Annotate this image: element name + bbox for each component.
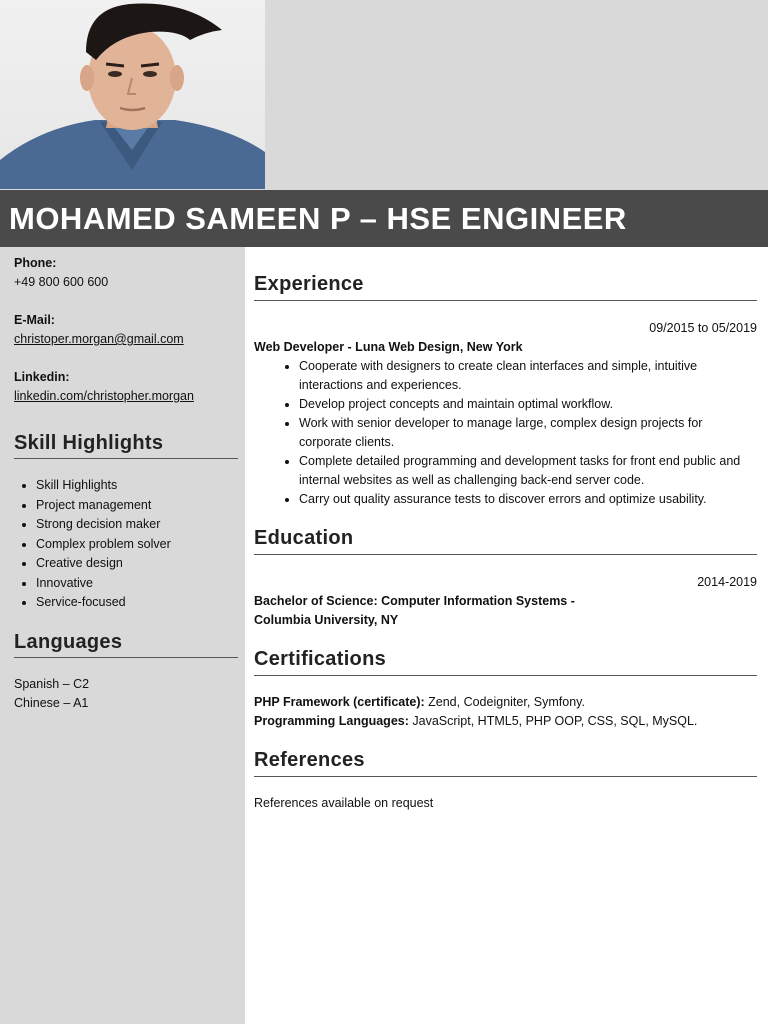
language-item: Spanish – C2 [14, 676, 90, 691]
sidebar [0, 247, 245, 1024]
email-link[interactable]: christoper.morgan@gmail.com [14, 332, 184, 346]
language-item: Chinese – A1 [14, 695, 89, 710]
job-title: Web Developer - Luna Web Design, New York [254, 340, 523, 354]
experience-bullet: • Carry out quality assurance tests to discover errors and optimize usability. [299, 490, 757, 509]
skill-item: • Innovative [36, 574, 238, 594]
experience-bullet: • Complete detailed programming and development tasks for front end public and internal websites as well as challenging back-end server code. [299, 452, 757, 490]
skill-item: • Project management [36, 496, 238, 516]
profile-photo [0, 0, 265, 189]
skill-item: • Creative design [36, 554, 238, 574]
education-school: Columbia University, NY [254, 613, 399, 627]
experience-bullet: • Work with senior developer to manage large, complex design projects for corporate clients. [299, 414, 757, 452]
certifications-heading: Certifications [254, 648, 757, 676]
linkedin-link[interactable]: linkedin.com/christopher.morgan [14, 389, 194, 403]
linkedin-label: Linkedin: [14, 370, 70, 384]
references-heading: References [254, 749, 757, 777]
contact-linkedin [14, 368, 238, 406]
experience-bullets [254, 357, 757, 509]
education-degree: Bachelor of Science: Computer Information Systems - [254, 594, 575, 608]
name-bar [0, 190, 768, 247]
certification-value: JavaScript, HTML5, PHP OOP, CSS, SQL, MySQL. [408, 714, 698, 728]
skill-item: • Service-focused [36, 593, 238, 613]
education-heading: Education [254, 527, 757, 555]
languages-list [14, 675, 238, 713]
experience-heading: Experience [254, 273, 757, 301]
email-label: E-Mail: [14, 313, 55, 327]
sidebar-content [14, 254, 238, 713]
phone-value: +49 800 600 600 [14, 275, 109, 289]
education-date: 2014-2019 [697, 575, 757, 589]
certification-label: PHP Framework (certificate): [254, 695, 425, 709]
skill-item: • Skill Highlights [36, 476, 238, 496]
skill-item: • Strong decision maker [36, 515, 238, 535]
certification-value: Zend, Codeigniter, Symfony. [424, 695, 585, 709]
contact-phone [14, 254, 238, 292]
references-text: References available on request [254, 796, 434, 810]
phone-label: Phone: [14, 256, 57, 270]
certification-line [254, 712, 757, 731]
page-title: MOHAMED SAMEEN P – HSE ENGINEER [9, 201, 627, 236]
skills-list [14, 476, 238, 613]
skill-item: • Complex problem solver [36, 535, 238, 555]
profile-photo-illustration [0, 0, 265, 189]
experience-date: 09/2015 to 05/2019 [649, 321, 757, 335]
languages-heading: Languages [14, 631, 238, 658]
main-content [254, 247, 757, 813]
certification-line [254, 693, 757, 712]
experience-bullet: • Cooperate with designers to create clean interfaces and simple, intuitive interactions and experiences. [299, 357, 757, 395]
experience-bullet: • Develop project concepts and maintain optimal workflow. [299, 395, 757, 414]
certification-label: Programming Languages: [254, 714, 409, 728]
contact-email [14, 311, 238, 349]
skills-heading: Skill Highlights [14, 432, 238, 459]
